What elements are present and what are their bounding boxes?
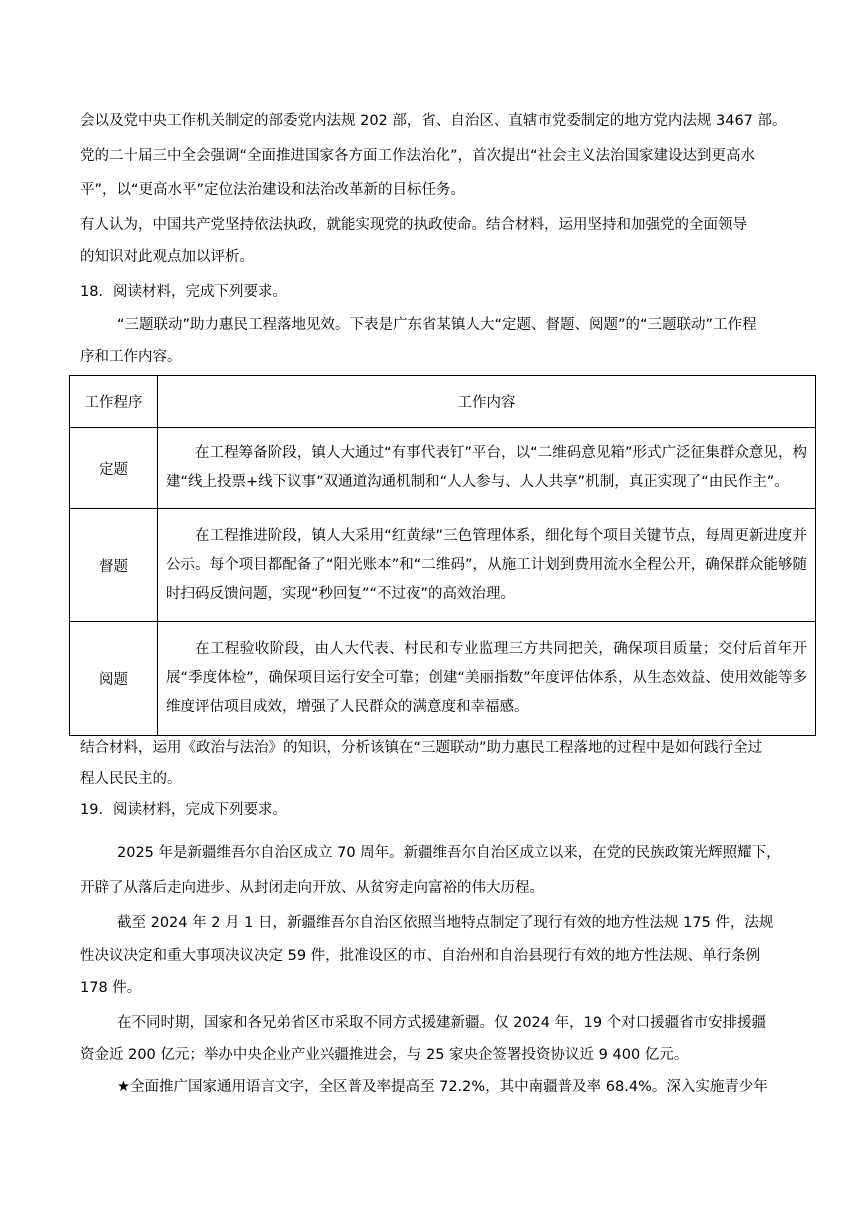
- table-row: [70, 509, 816, 622]
- text-line: 党的二十届三中全会强调“全面推进国家各方面工作法治化”，首次提出“社会主义法治国家建设达到更高水: [80, 148, 756, 164]
- table-row: [70, 622, 816, 736]
- table-header-cell: 工作内容: [158, 376, 816, 428]
- material-line: “三题联动”助力惠民工程落地见效。下表是广东省某镇人大“定题、督题、阅题”的“三题联动”工作程: [117, 317, 757, 333]
- table-header-row: [70, 376, 816, 428]
- table-stage-cell: 定题: [70, 428, 158, 509]
- text-line: 的知识对此观点加以评析。: [80, 249, 254, 265]
- table-content-cell: [158, 622, 816, 736]
- material-line: ★全面推广国家通用语言文字，全区普及率提高至 72.2%，其中南疆普及率 68.4%。深入实施青少年: [117, 1079, 768, 1095]
- material-line: 2025 年是新疆维吾尔自治区成立 70 周年。新疆维吾尔自治区成立以来，在党的民族政策光辉照耀下，: [117, 845, 781, 861]
- text-line: 平”，以“更高水平”定位法治建设和法治改革新的目标任务。: [80, 182, 466, 198]
- table-row: [70, 428, 816, 509]
- material-line: 性决议决定和重大事项决议决定 59 件，批准设区的市、自治州和自治县现行有效的地方性法规、单行条例: [80, 948, 761, 964]
- question-line: 结合材料，运用《政治与法治》的知识，分析该镇在“三题联动”助力惠民工程落地的过程中是如何践行全过: [80, 740, 763, 756]
- table-content-cell: [158, 509, 816, 622]
- question-line: 程人民民主的。: [80, 771, 182, 787]
- work-table: [69, 375, 816, 736]
- text-line: 会以及党中央工作机关制定的部委党内法规 202 部，省、自治区、直辖市党委制定的地方党内法规 3467 部。: [80, 113, 787, 129]
- material-line: 178 件。: [80, 980, 142, 996]
- question-heading: 19．阅读材料，完成下列要求。: [80, 802, 287, 818]
- material-line: 序和工作内容。: [80, 349, 182, 365]
- content-text: 在工程筹备阶段，镇人大通过“有事代表钉”平台，以“二维码意见箱”形式广泛征集群众意见，构建“线上投票+线下议事”双通道沟通机制和“人人参与、人人共享”机制，真正实现了“由民作主”。: [166, 445, 807, 490]
- content-text: 在工程验收阶段，由人大代表、村民和专业监理三方共同把关，确保项目质量；交付后首年开展“季度体检”，确保项目运行安全可靠；创建“美丽指数”年度评估体系，从生态效益、使用效能等多维度评估项目成效，增强了人民群众的满意度和幸福感。: [166, 641, 807, 715]
- question-heading: 18．阅读材料，完成下列要求。: [80, 284, 287, 300]
- content-text: 在工程推进阶段，镇人大采用“红黄绿”三色管理体系，细化每个项目关键节点，每周更新进度并公示。每个项目都配备了“阳光账本”和“二维码”，从施工计划到费用流水全程公开，确保群众能够随时扫码反馈问题，实现“秒回复”“不过夜”的高效治理。: [166, 527, 807, 602]
- text-line: 有人认为，中国共产党坚持依法执政，就能实现党的执政使命。结合材料，运用坚持和加强党的全面领导: [80, 217, 747, 233]
- material-line: 在不同时期，国家和各兄弟省区市采取不同方式援建新疆。仅 2024 年，19 个对口援疆省市安排援疆: [117, 1015, 767, 1031]
- table-stage-cell: 督题: [70, 509, 158, 622]
- table-content-cell: [158, 428, 816, 509]
- table-header-cell: 工作程序: [70, 376, 158, 428]
- table-stage-cell: 阅题: [70, 622, 158, 736]
- material-line: 开辟了从落后走向进步、从封闭走向开放、从贫穷走向富裕的伟大历程。: [80, 880, 544, 896]
- material-line: 截至 2024 年 2 月 1 日，新疆维吾尔自治区依照当地特点制定了现行有效的地方性法规 175 件，法规: [117, 915, 774, 931]
- material-line: 资金近 200 亿元；举办中央企业产业兴疆推进会，与 25 家央企签署投资协议近 9 400 亿元。: [80, 1047, 689, 1063]
